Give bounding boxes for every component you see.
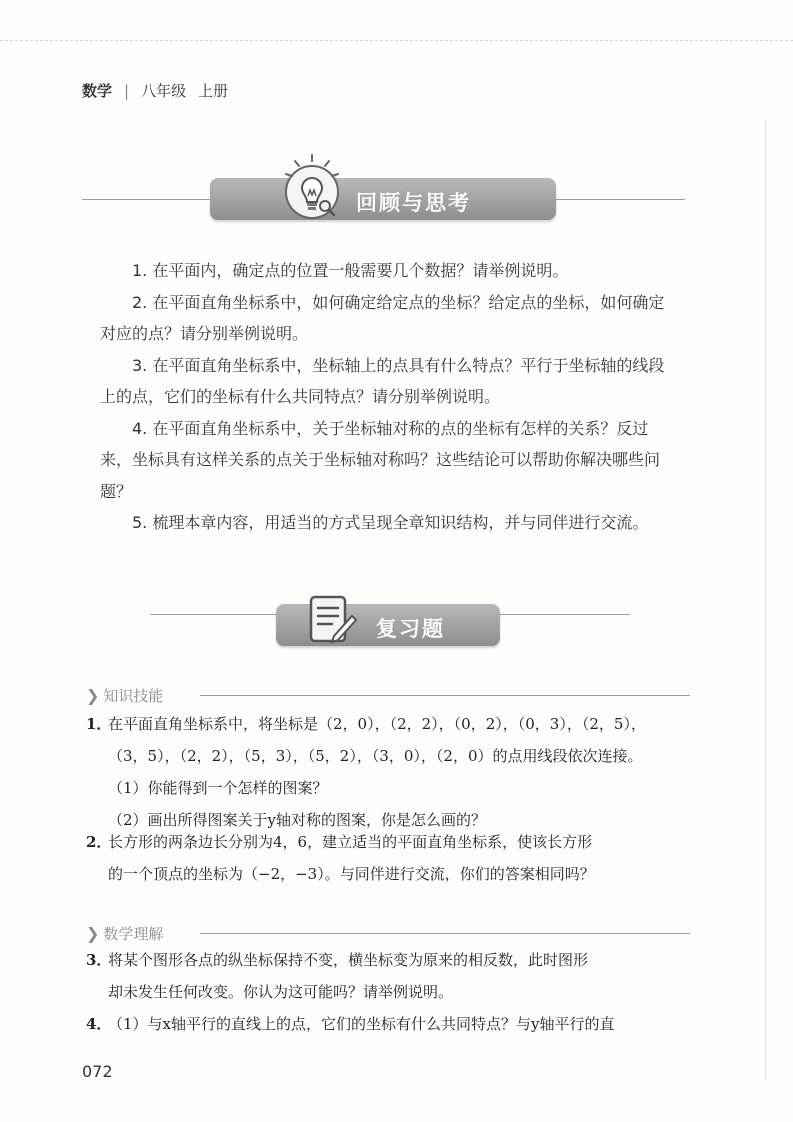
exercise-number: 1． bbox=[86, 715, 112, 733]
header-grade: 八年级 bbox=[141, 82, 187, 100]
exercise-1 bbox=[86, 708, 706, 836]
exercise-text: 将某个图形各点的纵坐标保持不变，横坐标变为原来的相反数，此时图形 bbox=[108, 951, 589, 969]
lightbulb-icon bbox=[281, 152, 343, 222]
exercise-subquestion: （2）画出所得图案关于y轴对称的图案，你是怎么画的？ bbox=[108, 811, 487, 829]
section-understanding-rule bbox=[200, 933, 690, 934]
banner-left-rule bbox=[82, 199, 212, 200]
review-question: 2. 在平面直角坐标系中，如何确定给定点的坐标？给定点的坐标，如何确定对应的点？请分别举例说明。 bbox=[100, 292, 665, 343]
banner-right-rule bbox=[555, 199, 685, 200]
section-knowledge-heading bbox=[86, 684, 163, 706]
section-understanding-title: 数学理解 bbox=[103, 924, 164, 943]
review-question: 5. 梳理本章内容，用适当的方式呈现全章知识结构，并与同伴进行交流。 bbox=[132, 513, 649, 532]
exercise-number: 3． bbox=[86, 951, 112, 969]
top-rule bbox=[0, 40, 793, 42]
section-knowledge-rule bbox=[200, 695, 690, 696]
exercise-subquestion: （1）你能得到一个怎样的图案？ bbox=[108, 779, 328, 797]
header-volume: 上册 bbox=[198, 82, 229, 100]
chevron-right-icon: ❯ bbox=[86, 685, 100, 705]
page-header bbox=[82, 80, 228, 101]
exercise-text: 长方形的两条边长分别为4，6，建立适当的平面直角坐标系，使该长方形 bbox=[108, 833, 593, 851]
section-understanding-heading bbox=[86, 922, 163, 944]
exercise-text: （3，5），（2，2），（5，3），（5，2），（3，0），（2，0）的点用线段依次连接。 bbox=[108, 747, 643, 765]
header-subject: 数学 bbox=[82, 82, 113, 100]
page-number: 072 bbox=[82, 1062, 113, 1081]
review-banner-title: 回顾与思考 bbox=[356, 190, 471, 215]
exercise-3 bbox=[86, 944, 706, 1008]
review-question: 4. 在平面直角坐标系中，关于坐标轴对称的点的坐标有怎样的关系？反过来，坐标具有这样关系的点关于坐标轴对称吗？这些结论可以帮助你解决哪些问题？ bbox=[100, 418, 661, 501]
right-rule bbox=[765, 120, 766, 1080]
exercise-2 bbox=[86, 826, 706, 890]
exercise-number: 2． bbox=[86, 833, 112, 851]
review-banner bbox=[210, 178, 556, 220]
review-question: 3. 在平面直角坐标系中，坐标轴上的点具有什么特点？平行于坐标轴的线段上的点，它们的坐标有什么共同特点？请分别举例说明。 bbox=[100, 355, 665, 406]
exercise-4 bbox=[86, 1008, 706, 1040]
exercise-text: 在平面直角坐标系中，将坐标是（2，0），（2，2），（0，2），（0，3），（2，5）， bbox=[108, 715, 646, 733]
chevron-right-icon: ❯ bbox=[86, 923, 100, 943]
review-question: 1. 在平面内，确定点的位置一般需要几个数据？请举例说明。 bbox=[132, 261, 569, 280]
header-separator: | bbox=[124, 82, 130, 100]
exercise-banner-right-rule bbox=[500, 614, 630, 615]
exercise-text: 的一个顶点的坐标为（−2，−3）。与同伴进行交流，你们的答案相同吗？ bbox=[108, 865, 595, 883]
exercise-text: （1）与x轴平行的直线上的点，它们的坐标有什么共同特点？与y轴平行的直 bbox=[108, 1015, 615, 1033]
section-knowledge-title: 知识技能 bbox=[103, 686, 164, 705]
review-questions bbox=[100, 255, 680, 539]
exercise-text: 却未发生任何改变。你认为这可能吗？请举例说明。 bbox=[108, 983, 454, 1001]
exercise-number: 4． bbox=[86, 1015, 112, 1033]
notepad-icon bbox=[308, 594, 358, 646]
exercise-banner-title: 复习题 bbox=[376, 616, 445, 641]
exercise-banner-left-rule bbox=[150, 614, 280, 615]
